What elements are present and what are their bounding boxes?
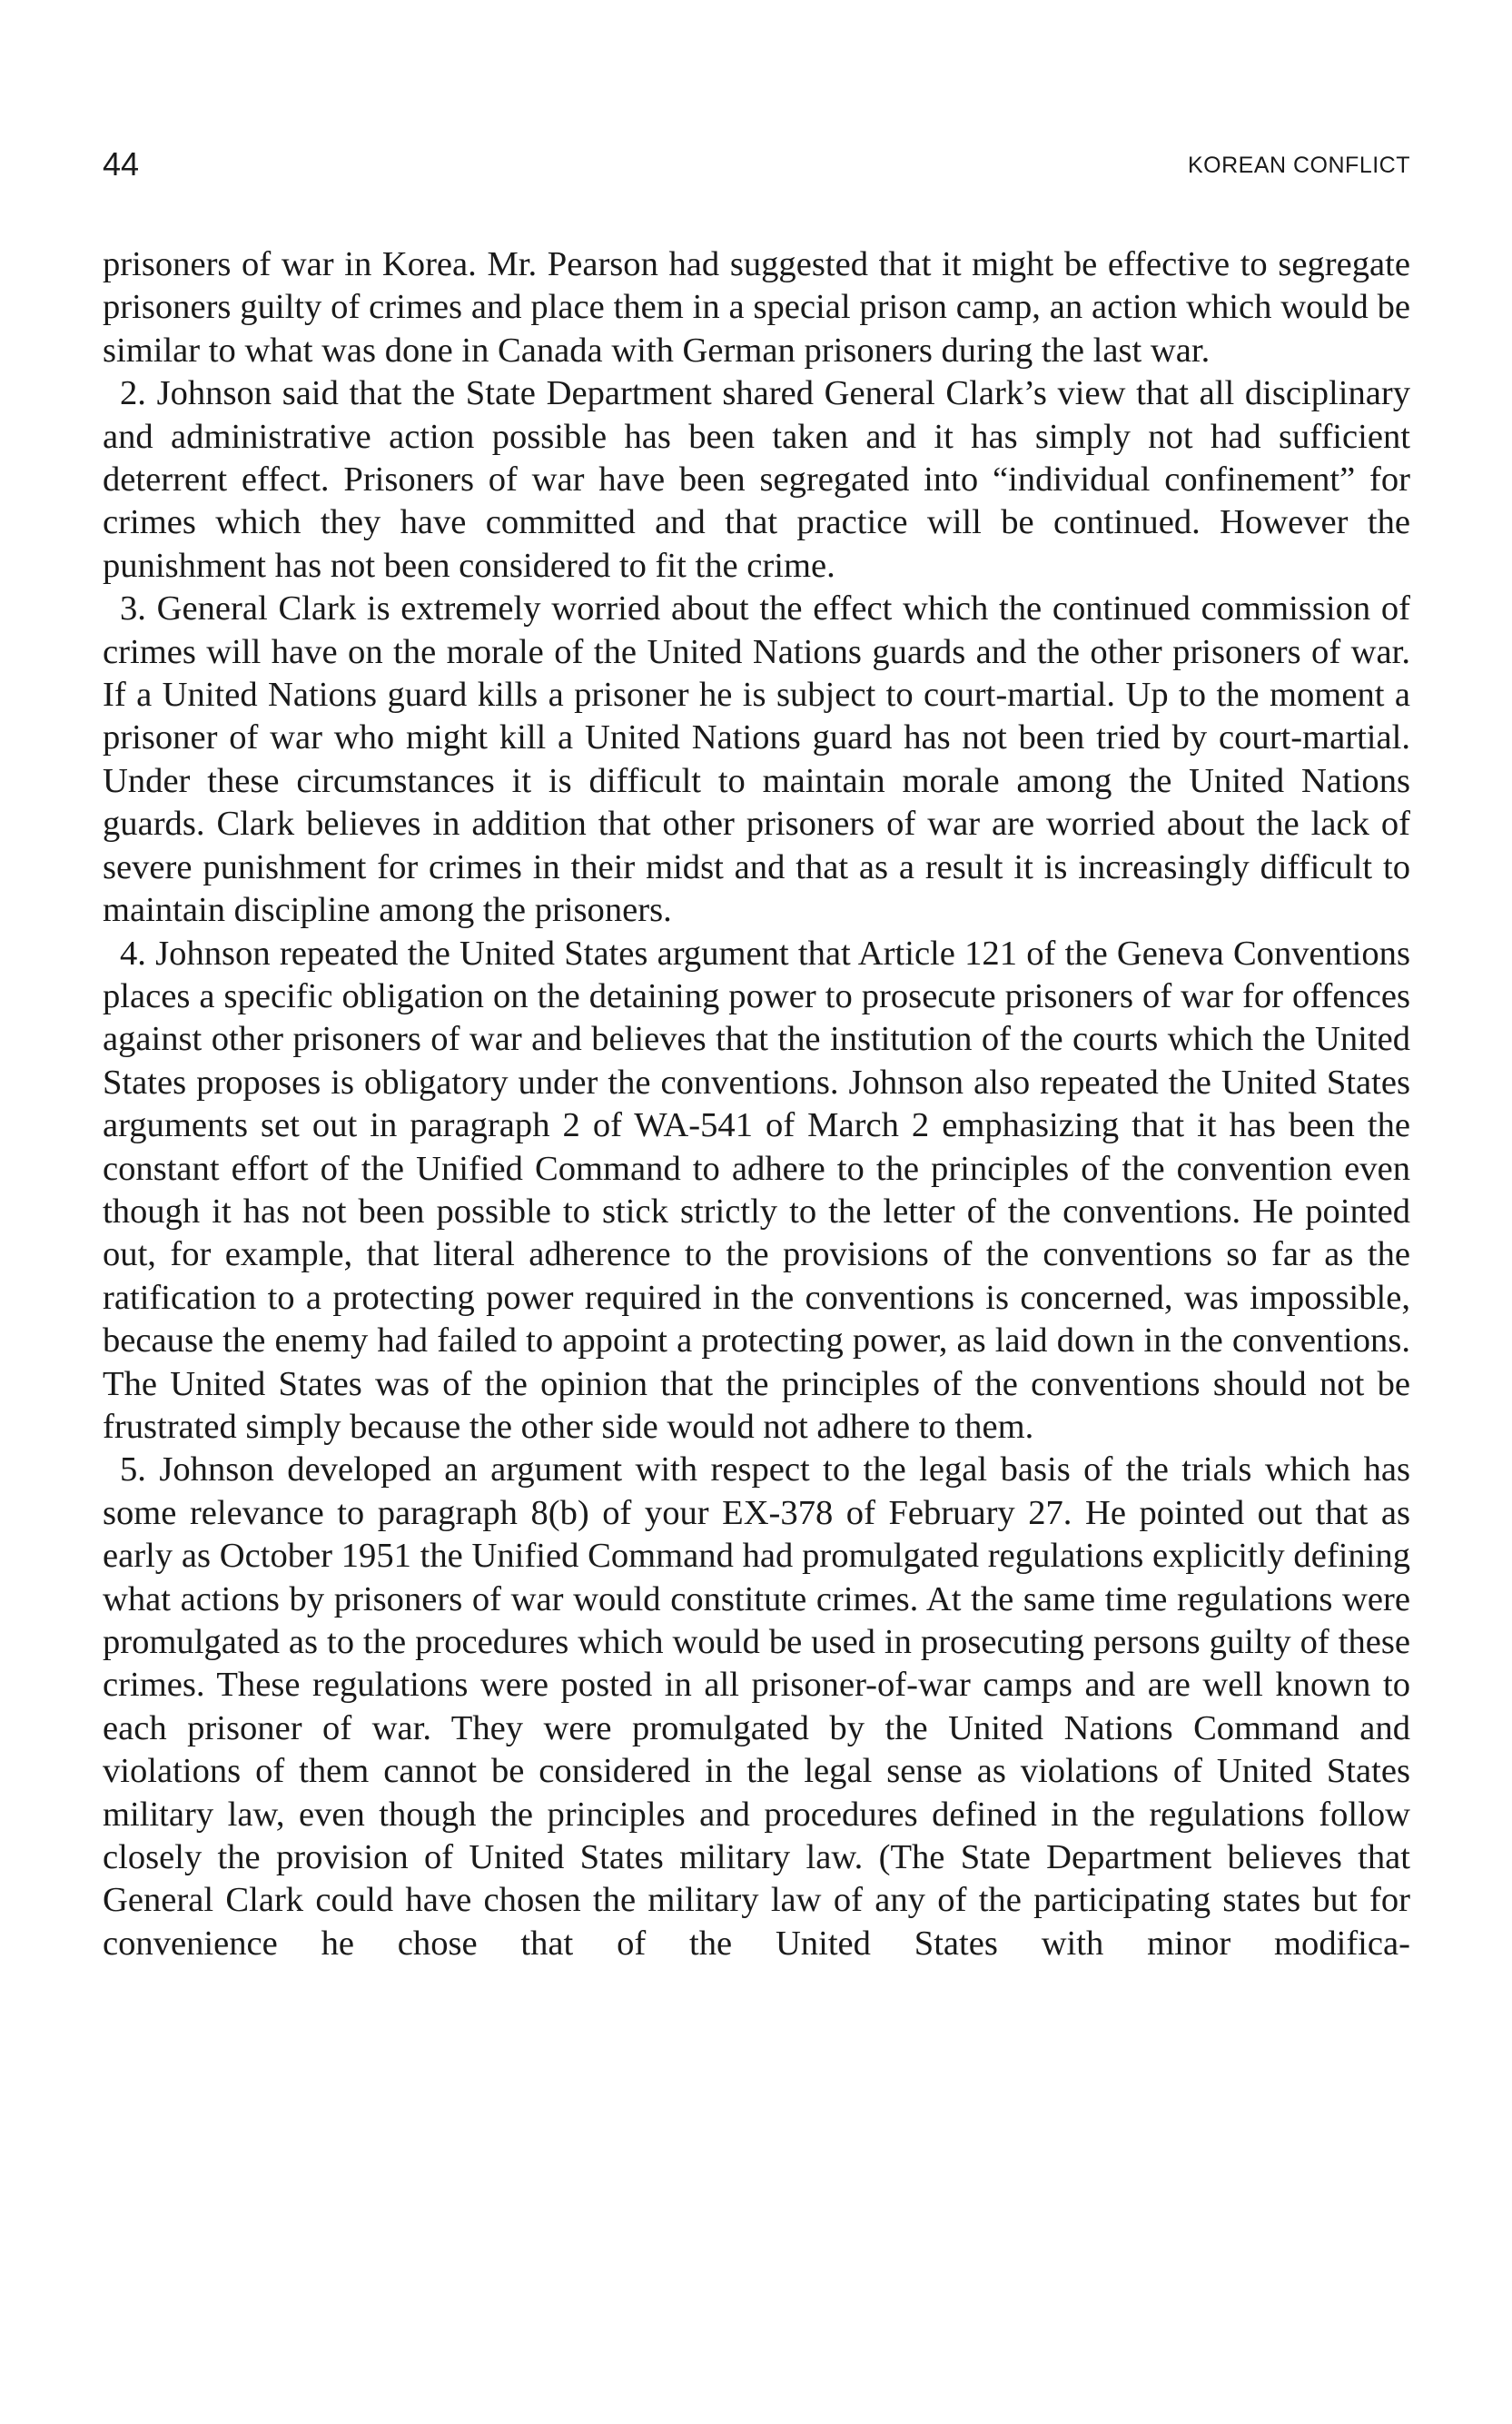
paragraph-2: 2. Johnson said that the State Department shared General Clark’s view that all disciplinary and administrative action possible has been taken and it has simply not had sufficient deterrent effect. Prisoners of war have been segregated into “individual confinement” for crimes which they have committed and that practice will be continued. However the punishment has not been considered to fit the crime. [103,374,1410,585]
paragraph-continuation: prisoners of war in Korea. Mr. Pearson had suggested that it might be effective to segregate prisoners guilty of crimes and place them in a special prison camp, an action which would be similar to what was done in Canada with German prisoners during the last war. [103,245,1410,370]
body-text [103,243,1410,1965]
paragraph-5: 5. Johnson developed an argument with respect to the legal basis of the trials which has some relevance to paragraph 8(b) of your EX-378 of February 27. He pointed out that as early as October 1951 the Unified Command had promulgated regulations explicitly defining what actions by prisoners of war would constitute crimes. At the same time regulations were promulgated as to the procedures which would be used in prosecuting persons guilty of these crimes. These regulations were posted in all prisoner-of-war camps and are well known to each prisoner of war. They were promulgated by the United Nations Command and violations of them cannot be considered in the legal sense as violations of United States military law, even though the principles and procedures defined in the regulations follow closely the provision of United States military law. (The State Department believes that General Clark could have chosen the military law of any of the participating states but for convenience he chose that of the United States with minor modifica- [103,1450,1410,1963]
running-header [103,143,1410,185]
page-number: 44 [103,145,140,183]
running-title: KOREAN CONFLICT [1187,153,1410,178]
paragraph-3: 3. General Clark is extremely worried about the effect which the continued commission of crimes will have on the morale of the United Nations guards and the other prisoners of war. If a United Nations guard kills a prisoner he is subject to court-martial. Up to the moment a prisoner of war who might kill a United Nations guard has not been tried by court-martial. Under these circumstances it is difficult to maintain morale among the United Nations guards. Clark believes in addition that other prisoners of war are worried about the lack of severe punishment for crimes in their midst and that as a result it is increasingly difficult to maintain discipline among the prisoners. [103,589,1410,930]
paragraph-4: 4. Johnson repeated the United States argument that Article 121 of the Geneva Conventions places a specific obligation on the detaining power to prosecute prisoners of war for offences against other prisoners of war and believes that the institution of the courts which the United States proposes is obligatory under the conventions. Johnson also repeated the United States arguments set out in paragraph 2 of WA-541 of March 2 emphasizing that it has been the constant effort of the Unified Command to adhere to the principles of the convention even though it has not been possible to stick strictly to the letter of the conventions. He pointed out, for example, that literal adherence to the provisions of the conventions so far as the ratification to a protecting power required in the conventions is concerned, was impossible, because the enemy had failed to appoint a protecting power, as laid down in the conventions. The United States was of the opinion that the principles of the conventions should not be frustrated simply because the other side would not adhere to them. [103,934,1410,1446]
